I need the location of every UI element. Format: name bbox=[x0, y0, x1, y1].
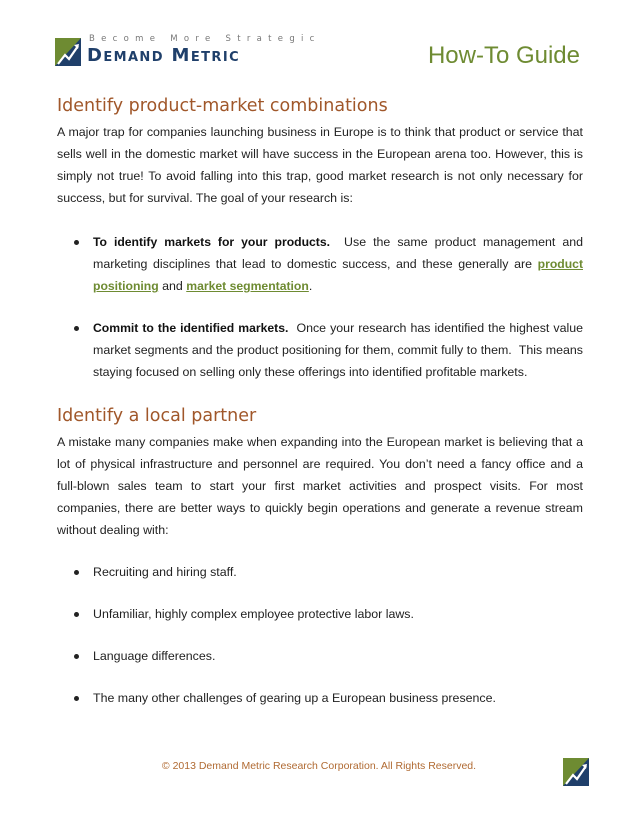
list-item bbox=[57, 687, 583, 709]
bullet-icon bbox=[74, 612, 79, 617]
section-intro-product-market: A major trap for companies launching business in Europe is to think that product or service that sells well in the domestic market will have success in the European arena too. However, this is simply not true! To avoid falling into this trap, good market research is not only necessary for success, but for survival. The goal of your research is: bbox=[57, 125, 583, 205]
brand-tagline: Become More Strategic bbox=[89, 34, 321, 44]
brand-logo bbox=[55, 34, 321, 70]
market-segmentation-link[interactable]: market segmentation bbox=[186, 279, 309, 293]
document-type-title: How-To Guide bbox=[427, 42, 580, 69]
bullet-icon bbox=[74, 570, 79, 575]
section-intro-local-partner: A mistake many companies make when expanding into the European market is believing that a lot of physical infrastructure and personnel are required. You don’t need a fancy office and a full-blown sales team to start your first market activities and prospect visits. For most companies, there are better ways to quickly begin operations and generate a revenue stream without dealing with: bbox=[57, 435, 583, 537]
bullet-lead: Commit to the identified markets. bbox=[93, 321, 289, 335]
list-item bbox=[57, 645, 583, 667]
document-body bbox=[57, 93, 587, 709]
bullet-icon bbox=[74, 696, 79, 701]
bullet-text: The many other challenges of gearing up a European business presence. bbox=[93, 691, 496, 705]
bullet-text-after: . bbox=[308, 279, 313, 293]
list-item bbox=[57, 603, 583, 625]
list-item bbox=[57, 231, 587, 297]
bullet-text-between: and bbox=[158, 279, 187, 293]
bullet-text: Use the same product management and marketing disciplines that lead to domestic success, and these generally are bbox=[93, 235, 587, 271]
bullet-icon bbox=[74, 654, 79, 659]
challenges-list bbox=[57, 561, 583, 709]
product-positioning-link[interactable]: product positioning bbox=[93, 257, 583, 293]
demand-metric-logo-icon bbox=[55, 38, 81, 66]
section-heading-local-partner: Identify a local partner bbox=[57, 406, 257, 426]
section-heading-product-market: Identify product-market combinations bbox=[57, 96, 388, 116]
bullet-icon bbox=[74, 326, 79, 331]
bullet-text: Recruiting and hiring staff. bbox=[93, 565, 237, 579]
bullet-text: Once your research has identified the highest value market segments and the product positioning for them, commit fully to them. This means staying focused on selling only these offerings into identified profitable markets. bbox=[93, 321, 587, 379]
demand-metric-logo-icon bbox=[563, 758, 589, 786]
goal-list bbox=[57, 231, 587, 383]
bullet-icon bbox=[74, 240, 79, 245]
footer-copyright: © 2013 Demand Metric Research Corporation. All Rights Reserved. bbox=[161, 760, 477, 772]
bullet-text: Unfamiliar, highly complex employee protective labor laws. bbox=[93, 607, 414, 621]
bullet-text: Language differences. bbox=[93, 649, 216, 663]
brand-name: Demand Metric bbox=[87, 45, 241, 66]
list-item bbox=[57, 317, 587, 383]
bullet-lead: To identify markets for your products. bbox=[93, 235, 331, 249]
list-item bbox=[57, 561, 583, 583]
